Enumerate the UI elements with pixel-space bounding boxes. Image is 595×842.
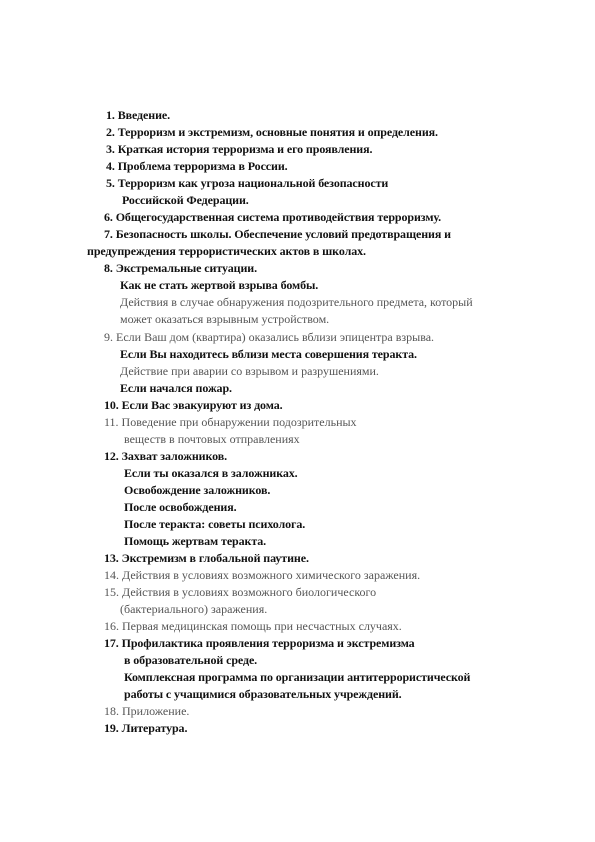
toc-line: После освобождения.: [124, 500, 237, 514]
toc-line: После теракта: советы психолога.: [124, 517, 306, 531]
toc-line: предупреждения террористических актов в школах.: [87, 244, 366, 258]
toc-line: работы с учащимися образовательных учреждений.: [124, 687, 402, 701]
toc-line: Освобождение заложников.: [124, 483, 271, 497]
toc-line: (бактериального) заражения.: [120, 602, 268, 616]
toc-line: 10. Если Вас эвакуируют из дома.: [104, 398, 283, 412]
toc-line: 12. Захват заложников.: [104, 449, 228, 463]
toc-line: 13. Экстремизм в глобальной паутине.: [104, 551, 309, 565]
toc-line: веществ в почтовых отправлениях: [124, 432, 300, 446]
toc-line: 17. Профилактика проявления терроризма и экстремизма: [104, 636, 415, 650]
toc-line: Действие при аварии со взрывом и разрушениями.: [120, 364, 379, 378]
toc-line: Если Вы находитесь вблизи места совершения теракта.: [120, 347, 417, 361]
toc-line: 15. Действия в условиях возможного биологического: [104, 585, 377, 599]
toc-line: 8. Экстремальные ситуации.: [104, 261, 257, 275]
toc-line: Если начался пожар.: [120, 381, 232, 395]
toc-line: Российской Федерации.: [122, 193, 249, 207]
toc-line: 2. Терроризм и экстремизм, основные понятия и определения.: [106, 125, 438, 139]
toc-line: Если ты оказался в заложниках.: [124, 466, 298, 480]
toc-line: 9. Если Ваш дом (квартира) оказались вблизи эпицентра взрыва.: [104, 330, 435, 344]
toc-line: Помощь жертвам теракта.: [124, 534, 267, 548]
toc-line: 3. Краткая история терроризма и его проявления.: [106, 142, 373, 156]
toc-line: 6. Общегосударственная система противодействия терроризму.: [104, 210, 442, 224]
toc-line: 16. Первая медицинская помощь при несчастных случаях.: [104, 619, 402, 633]
toc-line: 5. Терроризм как угроза национальной безопасности: [106, 176, 389, 190]
toc-line: может оказаться взрывным устройством.: [120, 312, 330, 326]
toc-line: в образовательной среде.: [124, 653, 258, 667]
toc-line: Комплексная программа по организации антитеррористической: [124, 670, 471, 684]
toc-line: Действия в случае обнаружения подозрительного предмета, который: [120, 295, 473, 309]
toc-line: 1. Введение.: [106, 108, 171, 122]
toc-line: 11. Поведение при обнаружении подозрительных: [104, 415, 357, 429]
toc-line: Как не стать жертвой взрыва бомбы.: [120, 278, 319, 292]
toc-line: 7. Безопасность школы. Обеспечение условий предотвращения и: [104, 227, 451, 241]
toc-line: 18. Приложение.: [104, 704, 190, 718]
toc-line: 4. Проблема терроризма в России.: [106, 159, 288, 173]
toc-line: 19. Литература.: [104, 721, 188, 735]
toc-line: 14. Действия в условиях возможного химического заражения.: [104, 568, 421, 582]
